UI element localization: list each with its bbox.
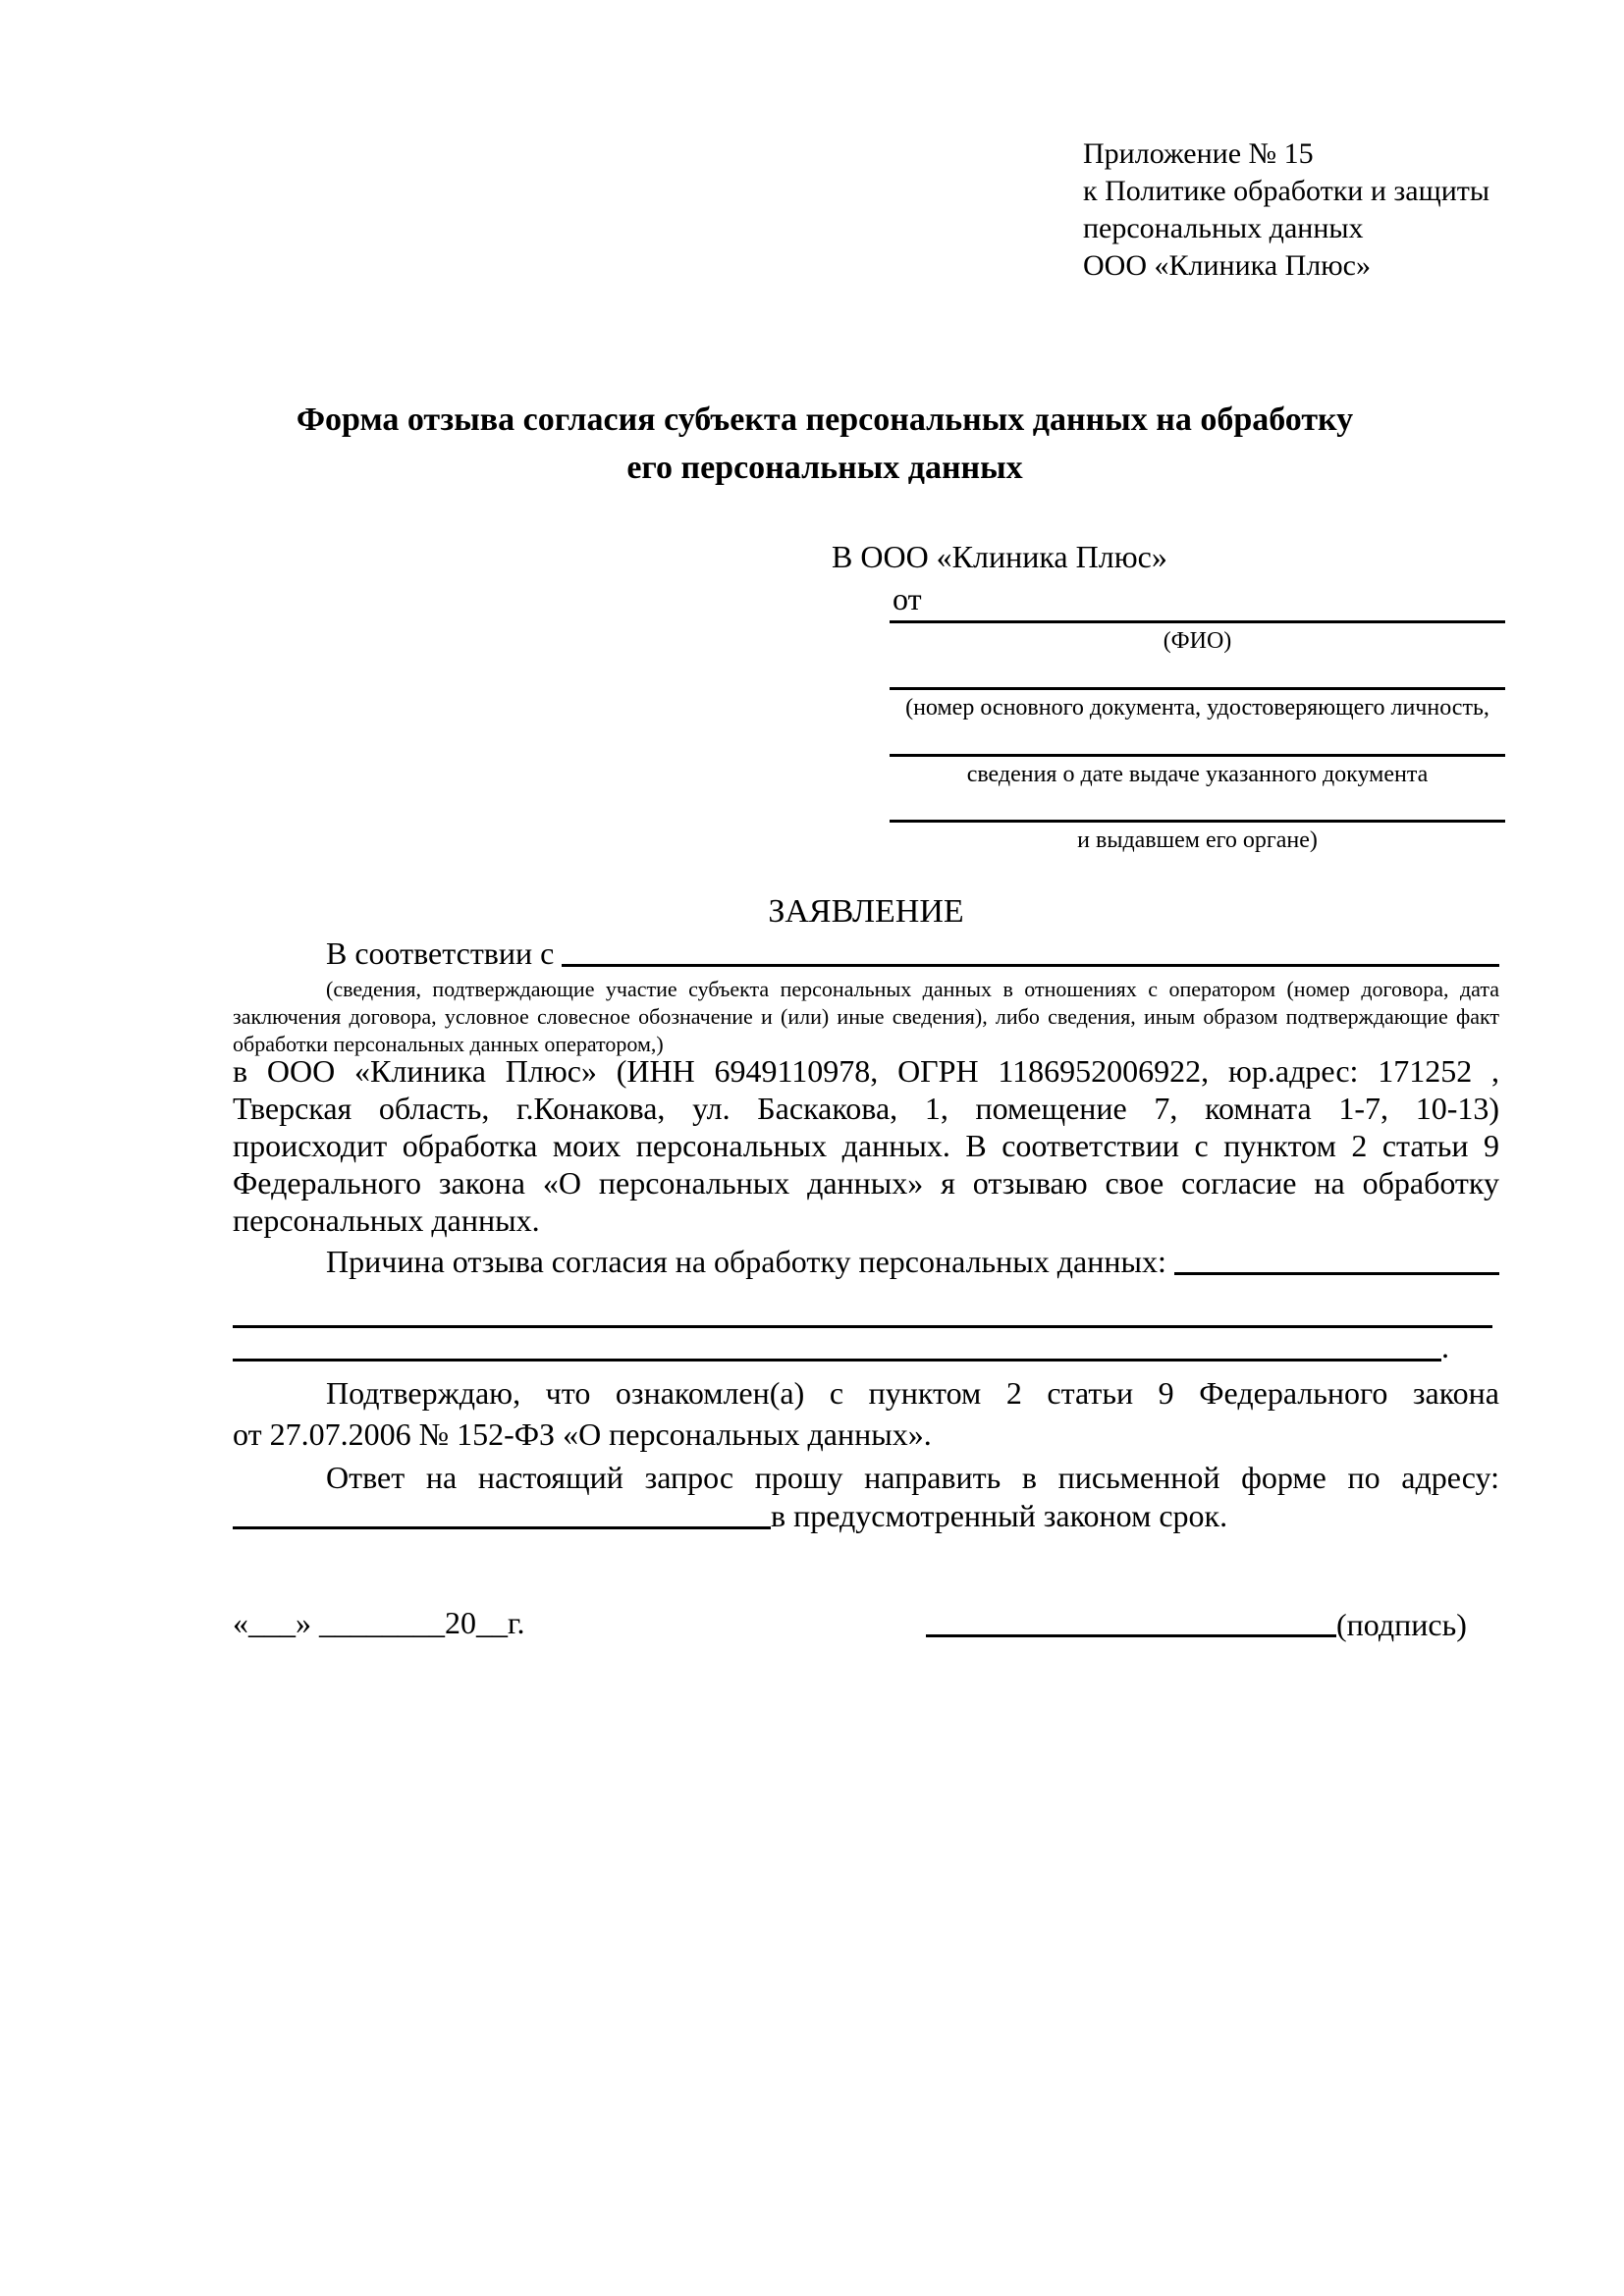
reply-suffix: в предусмотренный законом срок. xyxy=(771,1498,1228,1533)
reason-blank-line-3[interactable] xyxy=(233,1359,1441,1362)
addressee-from: от xyxy=(893,581,922,616)
body-line-4: Федерального закона «О персональных данных» я отзываю свое согласие на обработку xyxy=(233,1165,1499,1201)
footnote-line-3: обработки персональных данных оператором,) xyxy=(233,1032,664,1056)
annex-line-1: Приложение № 15 xyxy=(1083,137,1314,170)
issue-date-label: сведения о дате выдаче указанного документа xyxy=(966,762,1429,787)
reason-prefix: Причина отзыва согласия на обработку персональных данных: xyxy=(326,1244,1174,1279)
document-title-line-2: его персональных данных xyxy=(626,450,1023,486)
issuing-authority-blank-line[interactable] xyxy=(890,820,1505,823)
blank-line-period: . xyxy=(1441,1329,1449,1364)
date-blank-line[interactable]: «___» ________20__г. xyxy=(233,1605,525,1640)
footnote-line-2: заключения договора, условное словесное обозначение и (или) иные сведения), либо сведения, иным образом подтверждающие факт xyxy=(233,1004,1499,1029)
reason-blank-line-2[interactable] xyxy=(233,1325,1492,1328)
body-paragraph xyxy=(233,1052,1499,1239)
body-line-1: в ООО «Клиника Плюс» (ИНН 6949110978, ОГРН 1186952006922, юр.адрес: 171252 , xyxy=(233,1053,1499,1089)
footnote xyxy=(233,976,1499,1058)
annex-line-2: к Политике обработки и защиты xyxy=(1083,175,1490,207)
reply-address-blank-line[interactable] xyxy=(233,1526,771,1529)
document-number-label: (номер основного документа, удостоверяющего личность, xyxy=(905,695,1489,721)
annex-line-4: ООО «Клиника Плюс» xyxy=(1083,249,1371,282)
fio-label: (ФИО) xyxy=(1163,628,1232,654)
issue-date-blank-line[interactable] xyxy=(890,754,1505,757)
footnote-line-1: (сведения, подтверждающие участие субъекта персональных данных в отношениях с оператором (номер договора, дата xyxy=(326,977,1499,1001)
fio-blank-line[interactable] xyxy=(890,620,1505,623)
body-line-2: Тверская область, г.Конакова, ул. Баскакова, 1, помещение 7, комната 1-7, 10-13) xyxy=(233,1091,1499,1126)
confirmation-line-2: от 27.07.2006 № 152-ФЗ «О персональных данных». xyxy=(233,1416,932,1452)
reply-request-line-1: Ответ на настоящий запрос прошу направить в письменной форме по адресу: xyxy=(326,1460,1499,1495)
body-line-5: персональных данных. xyxy=(233,1202,540,1238)
confirmation-paragraph xyxy=(233,1372,1499,1455)
intro-line xyxy=(233,934,1499,972)
reason-blank-line[interactable] xyxy=(1174,1272,1499,1275)
annex-line-3: персональных данных xyxy=(1083,212,1364,244)
statement-heading: ЗАЯВЛЕНИЕ xyxy=(768,893,964,930)
body-line-3: происходит обработка моих персональных данных. В соответствии с пунктом 2 статьи 9 xyxy=(233,1128,1499,1163)
signature-label: (подпись) xyxy=(1336,1607,1467,1642)
document-title xyxy=(157,396,1492,492)
signature-blank-line[interactable] xyxy=(926,1634,1336,1637)
issuing-authority-label: и выдавшем его органе) xyxy=(1077,828,1318,853)
intro-prefix: В соответствии с xyxy=(326,935,563,971)
confirmation-line-1: Подтверждаю, что ознакомлен(а) с пунктом 2 статьи 9 Федерального закона xyxy=(326,1375,1499,1411)
reason-line xyxy=(233,1243,1499,1280)
addressee-to: В ООО «Клиника Плюс» xyxy=(832,539,1167,574)
intro-blank-line[interactable] xyxy=(562,964,1499,967)
annex-note xyxy=(1083,135,1489,285)
document-title-line-1: Форма отзыва согласия субъекта персональных данных на обработку xyxy=(296,401,1354,438)
reply-request-line-2 xyxy=(233,1493,1499,1534)
signature-row xyxy=(926,1602,1467,1643)
reason-blank-line-3-row xyxy=(233,1329,1499,1364)
document-number-blank-line[interactable] xyxy=(890,687,1505,690)
